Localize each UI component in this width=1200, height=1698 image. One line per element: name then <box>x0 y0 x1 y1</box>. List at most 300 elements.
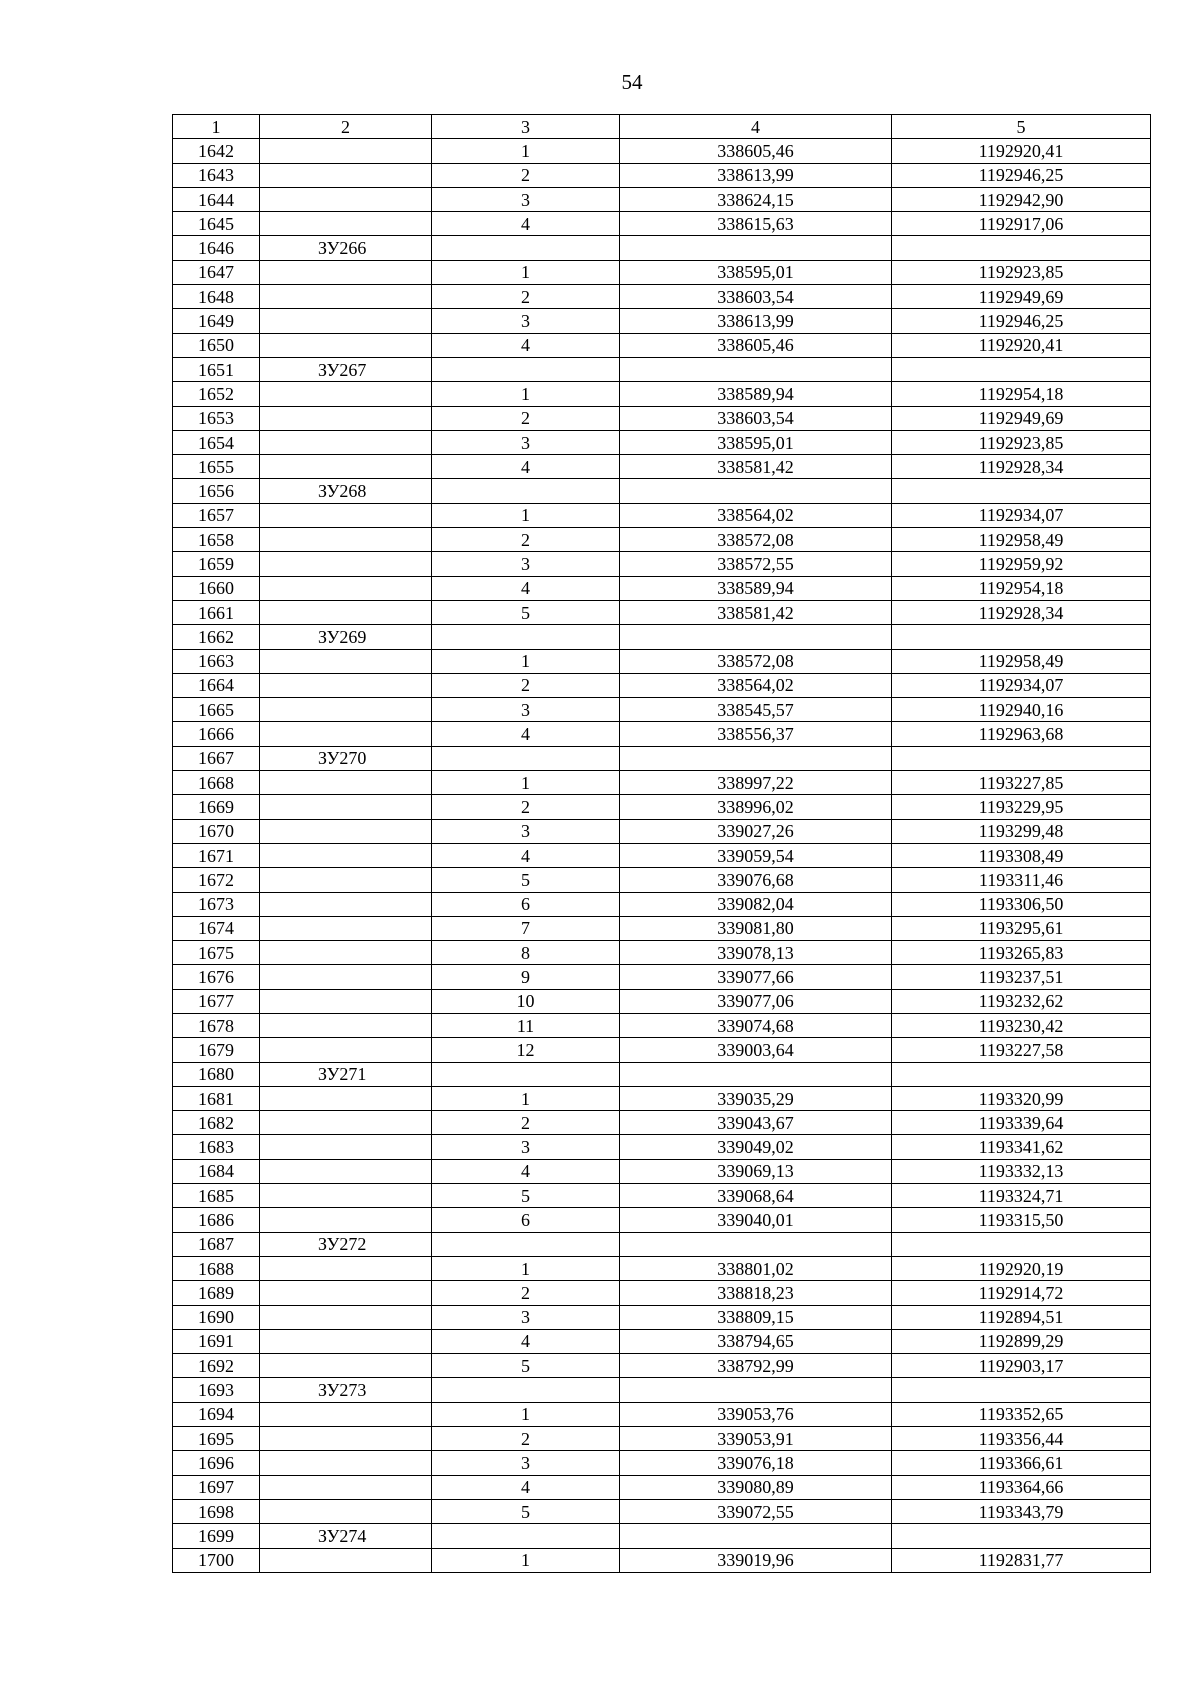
table-cell-col-2 <box>260 1184 432 1208</box>
table-cell-col-1: 1687 <box>173 1232 260 1256</box>
table-cell-col-5: 1193229,95 <box>892 795 1151 819</box>
table-cell-col-2 <box>260 698 432 722</box>
table-cell-col-4: 339069,13 <box>620 1159 892 1183</box>
table-cell-col-4: 338595,01 <box>620 430 892 454</box>
table-cell-col-1: 1699 <box>173 1524 260 1548</box>
header-cell-3: 3 <box>432 115 620 139</box>
table-cell-col-4 <box>620 236 892 260</box>
table-row <box>173 746 1151 770</box>
table-row <box>173 576 1151 600</box>
table-cell-col-1: 1659 <box>173 552 260 576</box>
table-row <box>173 1524 1151 1548</box>
table-cell-col-5: 1192949,69 <box>892 406 1151 430</box>
table-cell-col-3: 1 <box>432 1256 620 1280</box>
table-cell-col-5: 1193352,65 <box>892 1402 1151 1426</box>
table-cell-col-4: 339003,64 <box>620 1038 892 1062</box>
table-cell-col-3: 1 <box>432 503 620 527</box>
table-cell-col-5: 1193237,51 <box>892 965 1151 989</box>
table-cell-col-5 <box>892 1062 1151 1086</box>
table-cell-col-4: 338605,46 <box>620 333 892 357</box>
table-row <box>173 552 1151 576</box>
table-cell-col-2 <box>260 406 432 430</box>
table-cell-col-4: 339078,13 <box>620 941 892 965</box>
table-cell-col-4: 338809,15 <box>620 1305 892 1329</box>
table-cell-col-1: 1693 <box>173 1378 260 1402</box>
table-row <box>173 1208 1151 1232</box>
table-cell-col-5: 1192946,25 <box>892 163 1151 187</box>
table-cell-col-5 <box>892 625 1151 649</box>
table-cell-col-2: ЗУ266 <box>260 236 432 260</box>
table-row <box>173 1013 1151 1037</box>
table-cell-col-5: 1192963,68 <box>892 722 1151 746</box>
table-cell-col-1: 1671 <box>173 843 260 867</box>
table-cell-col-4 <box>620 1378 892 1402</box>
table-cell-col-4: 339072,55 <box>620 1499 892 1523</box>
table-row <box>173 722 1151 746</box>
table-cell-col-4: 339059,54 <box>620 843 892 867</box>
table-cell-col-3: 9 <box>432 965 620 989</box>
table-cell-col-1: 1674 <box>173 916 260 940</box>
table-cell-col-1: 1698 <box>173 1499 260 1523</box>
table-cell-col-1: 1692 <box>173 1354 260 1378</box>
table-row <box>173 1062 1151 1086</box>
table-cell-col-3: 1 <box>432 1402 620 1426</box>
table-cell-col-1: 1644 <box>173 187 260 211</box>
table-cell-col-3: 4 <box>432 722 620 746</box>
table-cell-col-1: 1696 <box>173 1451 260 1475</box>
table-cell-col-5: 1193364,66 <box>892 1475 1151 1499</box>
table-cell-col-4: 338545,57 <box>620 698 892 722</box>
coordinates-table <box>172 114 1151 1573</box>
table-cell-col-1: 1661 <box>173 600 260 624</box>
table-cell-col-2 <box>260 1256 432 1280</box>
table-cell-col-5: 1192958,49 <box>892 649 1151 673</box>
table-cell-col-1: 1673 <box>173 892 260 916</box>
table-cell-col-4: 338613,99 <box>620 309 892 333</box>
table-cell-col-3: 3 <box>432 552 620 576</box>
table-row <box>173 625 1151 649</box>
table-cell-col-5: 1192946,25 <box>892 309 1151 333</box>
table-cell-col-3: 3 <box>432 309 620 333</box>
table-cell-col-3 <box>432 1524 620 1548</box>
table-cell-col-1: 1697 <box>173 1475 260 1499</box>
table-cell-col-4: 339076,18 <box>620 1451 892 1475</box>
table-cell-col-5 <box>892 1232 1151 1256</box>
table-row <box>173 1329 1151 1353</box>
table-cell-col-5: 1193311,46 <box>892 868 1151 892</box>
table-row <box>173 1159 1151 1183</box>
table-cell-col-2 <box>260 1013 432 1037</box>
table-cell-col-2: ЗУ272 <box>260 1232 432 1256</box>
table-cell-col-3 <box>432 625 620 649</box>
table-cell-col-4: 338589,94 <box>620 576 892 600</box>
table-cell-col-1: 1669 <box>173 795 260 819</box>
table-cell-col-1: 1681 <box>173 1086 260 1110</box>
table-cell-col-1: 1684 <box>173 1159 260 1183</box>
table-row <box>173 357 1151 381</box>
table-cell-col-2 <box>260 1548 432 1572</box>
table-cell-col-4 <box>620 625 892 649</box>
table-row <box>173 333 1151 357</box>
table-cell-col-3: 5 <box>432 1354 620 1378</box>
header-cell-5: 5 <box>892 115 1151 139</box>
table-cell-col-5: 1193315,50 <box>892 1208 1151 1232</box>
table-cell-col-1: 1655 <box>173 455 260 479</box>
table-cell-col-1: 1645 <box>173 212 260 236</box>
table-cell-col-3: 4 <box>432 1475 620 1499</box>
table-row <box>173 1111 1151 1135</box>
table-cell-col-3: 10 <box>432 989 620 1013</box>
table-cell-col-3: 1 <box>432 260 620 284</box>
table-cell-col-1: 1672 <box>173 868 260 892</box>
table-cell-col-5: 1192914,72 <box>892 1281 1151 1305</box>
table-cell-col-3: 4 <box>432 1159 620 1183</box>
header-cell-1: 1 <box>173 115 260 139</box>
table-cell-col-4: 338589,94 <box>620 382 892 406</box>
table-cell-col-3: 5 <box>432 600 620 624</box>
table-row <box>173 430 1151 454</box>
table-cell-col-1: 1656 <box>173 479 260 503</box>
table-cell-col-5: 1193227,85 <box>892 771 1151 795</box>
table-cell-col-5: 1192928,34 <box>892 455 1151 479</box>
table-cell-col-1: 1683 <box>173 1135 260 1159</box>
table-row <box>173 1086 1151 1110</box>
table-cell-col-2 <box>260 187 432 211</box>
table-cell-col-3: 4 <box>432 455 620 479</box>
table-cell-col-2 <box>260 989 432 1013</box>
table-cell-col-2 <box>260 333 432 357</box>
table-cell-col-1: 1690 <box>173 1305 260 1329</box>
table-row <box>173 1232 1151 1256</box>
table-cell-col-4: 338997,22 <box>620 771 892 795</box>
table-cell-col-5: 1192903,17 <box>892 1354 1151 1378</box>
table-cell-col-4: 339068,64 <box>620 1184 892 1208</box>
table-cell-col-3: 3 <box>432 430 620 454</box>
table-cell-col-3 <box>432 357 620 381</box>
table-cell-col-4 <box>620 357 892 381</box>
table-cell-col-3: 3 <box>432 1451 620 1475</box>
table-cell-col-5: 1192954,18 <box>892 382 1151 406</box>
table-cell-col-2 <box>260 1402 432 1426</box>
table-cell-col-4: 338556,37 <box>620 722 892 746</box>
table-cell-col-4: 338572,55 <box>620 552 892 576</box>
table-cell-col-1: 1670 <box>173 819 260 843</box>
table-cell-col-3: 4 <box>432 1329 620 1353</box>
table-row <box>173 1038 1151 1062</box>
table-cell-col-2 <box>260 771 432 795</box>
table-cell-col-3: 2 <box>432 1427 620 1451</box>
table-row <box>173 139 1151 163</box>
table-row <box>173 1354 1151 1378</box>
table-cell-col-5: 1193356,44 <box>892 1427 1151 1451</box>
table-row <box>173 1475 1151 1499</box>
header-cell-4: 4 <box>620 115 892 139</box>
table-cell-col-1: 1668 <box>173 771 260 795</box>
table-cell-col-3: 2 <box>432 795 620 819</box>
table-cell-col-2 <box>260 795 432 819</box>
table-cell-col-1: 1700 <box>173 1548 260 1572</box>
table-cell-col-3: 2 <box>432 1281 620 1305</box>
table-cell-col-4: 339035,29 <box>620 1086 892 1110</box>
table-cell-col-3 <box>432 236 620 260</box>
table-cell-col-1: 1648 <box>173 285 260 309</box>
table-body <box>173 139 1151 1573</box>
table-cell-col-2 <box>260 941 432 965</box>
table-cell-col-1: 1650 <box>173 333 260 357</box>
table-row <box>173 455 1151 479</box>
table-cell-col-3 <box>432 746 620 770</box>
table-cell-col-1: 1695 <box>173 1427 260 1451</box>
table-cell-col-4: 338581,42 <box>620 600 892 624</box>
table-cell-col-5: 1193332,13 <box>892 1159 1151 1183</box>
table-row <box>173 941 1151 965</box>
table-row <box>173 1402 1151 1426</box>
table-cell-col-2 <box>260 285 432 309</box>
table-cell-col-1: 1647 <box>173 260 260 284</box>
table-cell-col-4: 338801,02 <box>620 1256 892 1280</box>
table-cell-col-5: 1192959,92 <box>892 552 1151 576</box>
table-cell-col-2 <box>260 139 432 163</box>
table-cell-col-4: 338564,02 <box>620 503 892 527</box>
table-cell-col-3: 3 <box>432 1305 620 1329</box>
table-cell-col-5: 1193308,49 <box>892 843 1151 867</box>
table-cell-col-2 <box>260 722 432 746</box>
table-cell-col-1: 1649 <box>173 309 260 333</box>
table-row <box>173 285 1151 309</box>
table-cell-col-1: 1652 <box>173 382 260 406</box>
table-row <box>173 163 1151 187</box>
table-cell-col-2 <box>260 1329 432 1353</box>
table-cell-col-5: 1192831,77 <box>892 1548 1151 1572</box>
table-cell-col-5: 1193324,71 <box>892 1184 1151 1208</box>
table-cell-col-5: 1192958,49 <box>892 528 1151 552</box>
table-cell-col-4: 338564,02 <box>620 673 892 697</box>
table-row <box>173 1451 1151 1475</box>
table-cell-col-2: ЗУ273 <box>260 1378 432 1402</box>
table-row <box>173 1305 1151 1329</box>
table-cell-col-2 <box>260 260 432 284</box>
table-cell-col-2 <box>260 1305 432 1329</box>
table-cell-col-4: 338605,46 <box>620 139 892 163</box>
table-row <box>173 528 1151 552</box>
table-row <box>173 795 1151 819</box>
table-cell-col-1: 1653 <box>173 406 260 430</box>
table-cell-col-2 <box>260 673 432 697</box>
table-cell-col-4: 338615,63 <box>620 212 892 236</box>
table-cell-col-4: 338624,15 <box>620 187 892 211</box>
table-row <box>173 916 1151 940</box>
table-cell-col-5: 1193227,58 <box>892 1038 1151 1062</box>
table-cell-col-2 <box>260 309 432 333</box>
table-cell-col-3: 3 <box>432 819 620 843</box>
table-cell-col-1: 1646 <box>173 236 260 260</box>
table-cell-col-4: 339074,68 <box>620 1013 892 1037</box>
table-cell-col-2 <box>260 1111 432 1135</box>
table-cell-col-3: 4 <box>432 576 620 600</box>
table-row <box>173 1256 1151 1280</box>
table-cell-col-3: 2 <box>432 1111 620 1135</box>
table-cell-col-2 <box>260 576 432 600</box>
table-cell-col-1: 1685 <box>173 1184 260 1208</box>
table-cell-col-2: ЗУ270 <box>260 746 432 770</box>
table-header-row <box>173 115 1151 139</box>
table-cell-col-1: 1678 <box>173 1013 260 1037</box>
table-cell-col-2 <box>260 1135 432 1159</box>
table-cell-col-1: 1662 <box>173 625 260 649</box>
table-row <box>173 212 1151 236</box>
table-cell-col-1: 1691 <box>173 1329 260 1353</box>
table-cell-col-1: 1664 <box>173 673 260 697</box>
table-cell-col-5: 1193265,83 <box>892 941 1151 965</box>
table-cell-col-2: ЗУ268 <box>260 479 432 503</box>
table-cell-col-5: 1193366,61 <box>892 1451 1151 1475</box>
table-row <box>173 1548 1151 1572</box>
table-cell-col-2 <box>260 455 432 479</box>
table-cell-col-2 <box>260 843 432 867</box>
table-cell-col-2: ЗУ271 <box>260 1062 432 1086</box>
table-cell-col-5: 1192934,07 <box>892 503 1151 527</box>
table-cell-col-3: 1 <box>432 1548 620 1572</box>
table-cell-col-3: 6 <box>432 892 620 916</box>
table-cell-col-2 <box>260 382 432 406</box>
table-cell-col-1: 1667 <box>173 746 260 770</box>
page-number: 54 <box>621 70 643 94</box>
table-cell-col-2 <box>260 1086 432 1110</box>
table-row <box>173 698 1151 722</box>
table-cell-col-3: 3 <box>432 1135 620 1159</box>
table-row <box>173 989 1151 1013</box>
table-cell-col-3: 5 <box>432 868 620 892</box>
table-cell-col-3: 8 <box>432 941 620 965</box>
table-cell-col-1: 1679 <box>173 1038 260 1062</box>
table-cell-col-2 <box>260 552 432 576</box>
table-row <box>173 965 1151 989</box>
table-cell-col-5: 1193295,61 <box>892 916 1151 940</box>
table-row <box>173 503 1151 527</box>
table-cell-col-1: 1654 <box>173 430 260 454</box>
table-row <box>173 1499 1151 1523</box>
table-cell-col-3: 2 <box>432 673 620 697</box>
table-cell-col-1: 1689 <box>173 1281 260 1305</box>
table-cell-col-2 <box>260 1159 432 1183</box>
table-row <box>173 236 1151 260</box>
table-cell-col-2 <box>260 163 432 187</box>
table-row <box>173 1281 1151 1305</box>
table-row <box>173 819 1151 843</box>
table-cell-col-5: 1192920,41 <box>892 333 1151 357</box>
table-cell-col-5: 1192928,34 <box>892 600 1151 624</box>
table-cell-col-2 <box>260 1499 432 1523</box>
table-cell-col-3: 3 <box>432 187 620 211</box>
table-cell-col-3: 1 <box>432 771 620 795</box>
table-cell-col-3: 12 <box>432 1038 620 1062</box>
table-row <box>173 1135 1151 1159</box>
table-cell-col-2: ЗУ274 <box>260 1524 432 1548</box>
table-cell-col-2 <box>260 1354 432 1378</box>
table-cell-col-3: 2 <box>432 406 620 430</box>
table-cell-col-4: 339043,67 <box>620 1111 892 1135</box>
table-cell-col-4 <box>620 746 892 770</box>
table-cell-col-3: 4 <box>432 843 620 867</box>
table-cell-col-4: 339082,04 <box>620 892 892 916</box>
header-cell-2: 2 <box>260 115 432 139</box>
table-row <box>173 260 1151 284</box>
table-cell-col-4: 338996,02 <box>620 795 892 819</box>
table-cell-col-4: 339049,02 <box>620 1135 892 1159</box>
table-cell-col-4: 338581,42 <box>620 455 892 479</box>
table-cell-col-3 <box>432 1378 620 1402</box>
table-row <box>173 843 1151 867</box>
table-cell-col-5: 1193306,50 <box>892 892 1151 916</box>
table-cell-col-2 <box>260 1208 432 1232</box>
table-cell-col-5: 1193320,99 <box>892 1086 1151 1110</box>
table-cell-col-2 <box>260 503 432 527</box>
table-cell-col-2 <box>260 1451 432 1475</box>
table-cell-col-2 <box>260 430 432 454</box>
table-cell-col-4: 339081,80 <box>620 916 892 940</box>
table-cell-col-1: 1677 <box>173 989 260 1013</box>
table-cell-col-3 <box>432 479 620 503</box>
table-cell-col-5: 1192954,18 <box>892 576 1151 600</box>
table-cell-col-1: 1676 <box>173 965 260 989</box>
table-cell-col-2 <box>260 1281 432 1305</box>
table-cell-col-5 <box>892 357 1151 381</box>
table-cell-col-1: 1660 <box>173 576 260 600</box>
table-cell-col-3 <box>432 1232 620 1256</box>
table-cell-col-4: 338613,99 <box>620 163 892 187</box>
table-row <box>173 1378 1151 1402</box>
table-cell-col-5: 1192894,51 <box>892 1305 1151 1329</box>
table-cell-col-3: 7 <box>432 916 620 940</box>
table-cell-col-4: 338794,65 <box>620 1329 892 1353</box>
table-cell-col-2: ЗУ267 <box>260 357 432 381</box>
table-cell-col-5: 1192942,90 <box>892 187 1151 211</box>
table-cell-col-5: 1192934,07 <box>892 673 1151 697</box>
table-cell-col-3: 4 <box>432 212 620 236</box>
table-cell-col-3: 4 <box>432 333 620 357</box>
table-cell-col-5: 1192949,69 <box>892 285 1151 309</box>
table-cell-col-5: 1192920,41 <box>892 139 1151 163</box>
table-cell-col-1: 1686 <box>173 1208 260 1232</box>
table-cell-col-3: 2 <box>432 528 620 552</box>
table-cell-col-2 <box>260 819 432 843</box>
table-cell-col-2 <box>260 965 432 989</box>
table-row <box>173 309 1151 333</box>
table-cell-col-5: 1193230,42 <box>892 1013 1151 1037</box>
table-cell-col-1: 1658 <box>173 528 260 552</box>
table-cell-col-1: 1688 <box>173 1256 260 1280</box>
table-cell-col-2 <box>260 1038 432 1062</box>
table-cell-col-3: 5 <box>432 1499 620 1523</box>
table-cell-col-1: 1665 <box>173 698 260 722</box>
table-cell-col-4 <box>620 1062 892 1086</box>
table-cell-col-4: 339076,68 <box>620 868 892 892</box>
table-cell-col-5 <box>892 479 1151 503</box>
table-row <box>173 187 1151 211</box>
table-cell-col-4: 339077,66 <box>620 965 892 989</box>
table-cell-col-4: 339080,89 <box>620 1475 892 1499</box>
table-cell-col-3: 1 <box>432 649 620 673</box>
table-cell-col-4: 338595,01 <box>620 260 892 284</box>
table-cell-col-2 <box>260 528 432 552</box>
table-row <box>173 600 1151 624</box>
table-cell-col-4: 339040,01 <box>620 1208 892 1232</box>
table-cell-col-3: 2 <box>432 163 620 187</box>
table-cell-col-2 <box>260 1427 432 1451</box>
table-cell-col-5: 1193299,48 <box>892 819 1151 843</box>
table-cell-col-5 <box>892 1524 1151 1548</box>
table-cell-col-1: 1651 <box>173 357 260 381</box>
